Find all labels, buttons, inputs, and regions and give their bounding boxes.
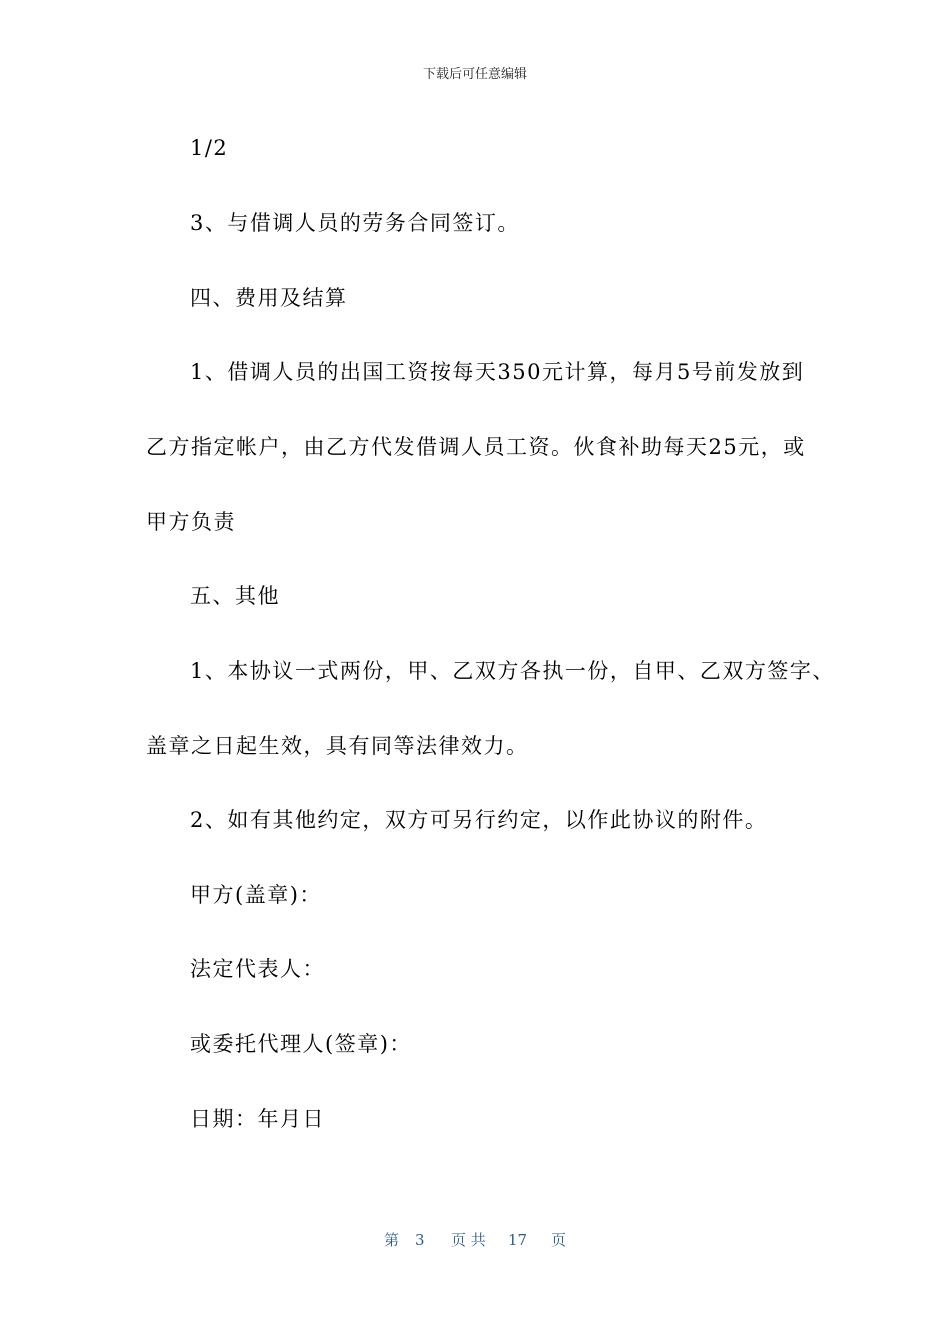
authorized-agent: 或委托代理人(签章)： bbox=[190, 1032, 412, 1056]
paragraph-copies-line1: 1、本协议一式两份，甲、乙双方各执一份，自甲、乙双方签字、 bbox=[190, 659, 835, 683]
footer-prefix: 第 bbox=[384, 1231, 400, 1249]
section-heading-other: 五、其他 bbox=[190, 584, 280, 608]
signing-date: 日期：年月日 bbox=[190, 1107, 325, 1131]
footer-suffix: 页 bbox=[551, 1231, 567, 1249]
footer-mid: 页 共 bbox=[451, 1231, 486, 1249]
party-a-seal: 甲方(盖章)： bbox=[190, 883, 322, 907]
paragraph-wages-line2: 乙方指定帐户，由乙方代发借调人员工资。伙食补助每天25元，或 bbox=[146, 435, 806, 459]
page-fraction: 1/2 bbox=[190, 136, 229, 160]
footer-total-pages: 17 bbox=[508, 1231, 528, 1249]
footer-current-page: 3 bbox=[415, 1231, 425, 1249]
paragraph-wages-line1: 1、借调人员的出国工资按每天350元计算，每月5号前发放到 bbox=[190, 360, 805, 384]
legal-representative: 法定代表人： bbox=[190, 957, 325, 981]
header-note: 下载后可任意编辑 bbox=[422, 67, 527, 82]
paragraph-contract-signing: 3、与借调人员的劳务合同签订。 bbox=[190, 211, 520, 235]
page-footer bbox=[0, 1230, 950, 1250]
paragraph-copies-line2: 盖章之日起生效，具有同等法律效力。 bbox=[146, 734, 529, 758]
paragraph-wages-line3: 甲方负责 bbox=[146, 510, 236, 534]
paragraph-other-agreements: 2、如有其他约定，双方可另行约定，以作此协议的附件。 bbox=[190, 808, 768, 832]
section-heading-fees: 四、费用及结算 bbox=[190, 286, 348, 310]
